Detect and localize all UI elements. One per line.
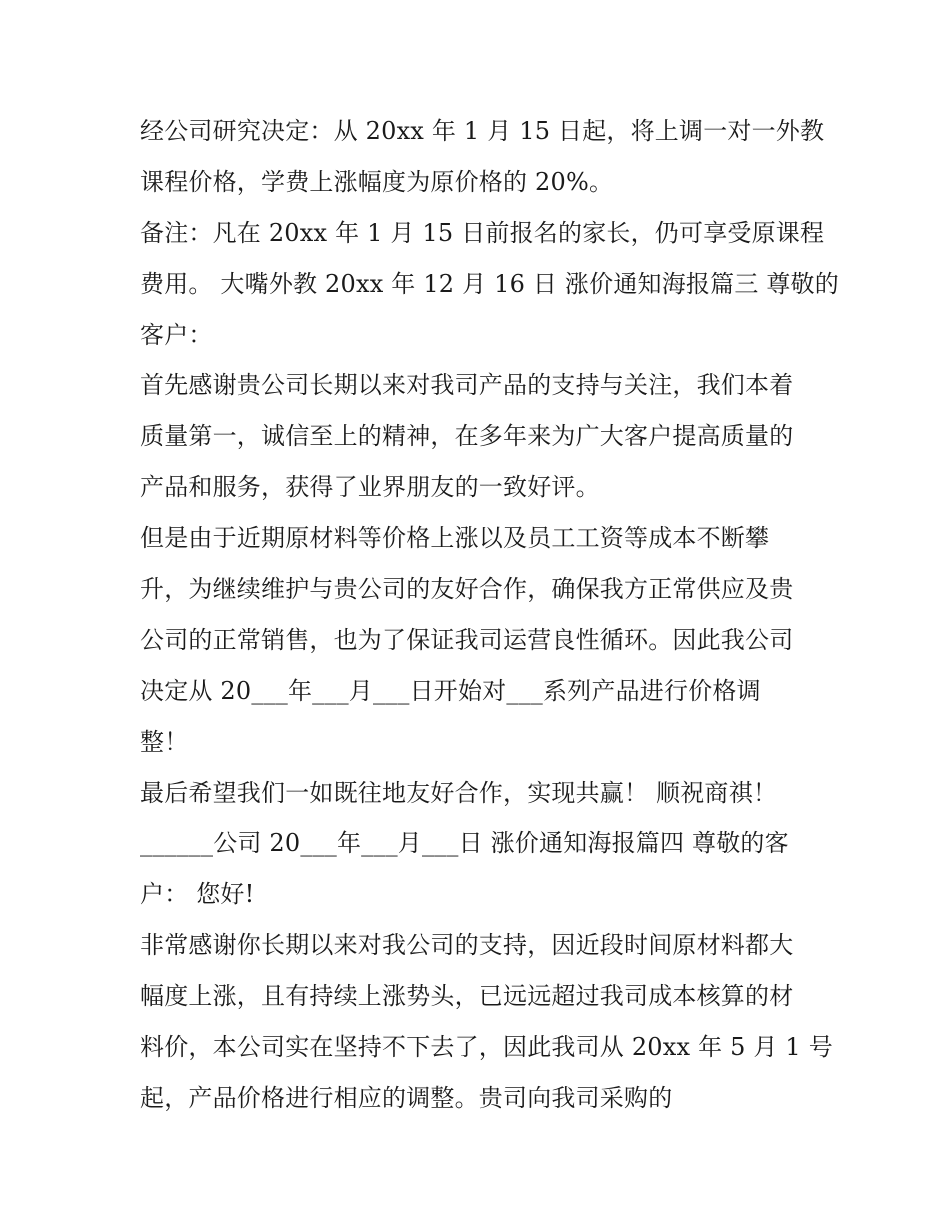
text-line: 费用。 大嘴外教 20xx 年 12 月 16 日 涨价通知海报篇三 尊敬的 xyxy=(140,269,839,298)
text-line: 经公司研究决定：从 20xx 年 1 月 15 日起，将上调一对一外教 xyxy=(140,117,825,145)
text-line: 整！ xyxy=(140,727,189,756)
text-line: 户： 您好! xyxy=(140,880,255,909)
text-line: 课程价格，学费上涨幅度为原价格的 20%。 xyxy=(140,167,614,196)
text-line: 质量第一，诚信至上的精神，在多年来为广大客户提高质量的 xyxy=(140,422,794,451)
text-line: 升，为继续维护与贵公司的友好合作，确保我方正常供应及贵 xyxy=(140,575,794,604)
text-line: 幅度上涨，且有持续上涨势头，已远远超过我司成本核算的材 xyxy=(140,982,794,1011)
text-line: 客户： xyxy=(140,320,213,349)
text-line: 公司的正常销售，也为了保证我司运营良性循环。因此我公司 xyxy=(140,625,794,654)
text-line: 但是由于近期原材料等价格上涨以及员工工资等成本不断攀 xyxy=(140,524,770,553)
text-line: 备注：凡在 20xx 年 1 月 15 日前报名的家长，仍可享受原课程 xyxy=(140,218,825,247)
text-line: 决定从 20___年___月___日开始对___系列产品进行价格调 xyxy=(140,676,761,705)
text-line: ______公司 20___年___月___日 涨价通知海报篇四 尊敬的客 xyxy=(140,829,789,858)
text-line: 料价，本公司实在坚持不下去了，因此我司从 20xx 年 5 月 1 号 xyxy=(140,1033,833,1062)
text-line: 产品和服务，获得了业界朋友的一致好评。 xyxy=(140,473,600,502)
text-line: 起，产品价格进行相应的调整。贵司向我司采购的 xyxy=(140,1083,673,1112)
document-body xyxy=(140,106,839,1124)
text-line: 最后希望我们一如既往地友好合作，实现共赢！ 顺祝商祺！ xyxy=(140,778,778,807)
text-line: 首先感谢贵公司长期以来对我司产品的支持与关注，我们本着 xyxy=(140,371,794,400)
text-line: 非常感谢你长期以来对我公司的支持，因近段时间原材料都大 xyxy=(140,931,794,960)
